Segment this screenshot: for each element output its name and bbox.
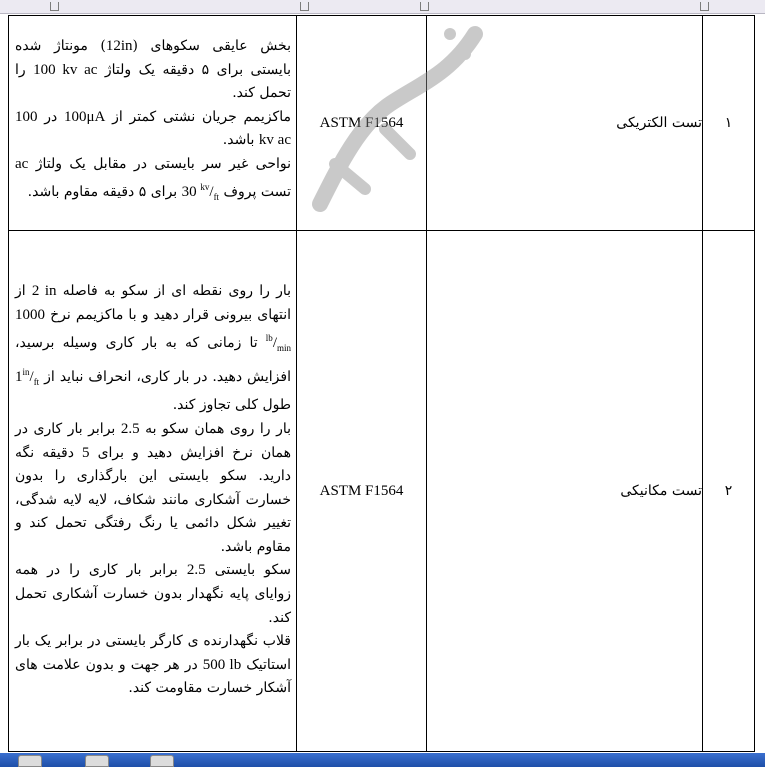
row-number-cell: ۲ — [703, 231, 755, 752]
tab-stop-marker[interactable] — [50, 2, 59, 11]
requirement-paragraph: بار را روی همان سکو به 2.5 برابر بار کاری در همان نرخ افزایش دهید و برای 5 دقیقه نگه دارید. سکو بایستی این بارگذاری را بدون خسارت آشکاری مانند شکاف، لایه لایه شدگی، تغییر شکل دائمی یا رنگ رفتگی تحمل کند و مقاوم باشد. — [15, 420, 292, 555]
requirement-paragraph: بخش عایقی سکوهای (12in) مونتاژ شده بایستی برای ۵ دقیقه یک ولتاژ 100 kv ac را تحمل کند. — [15, 37, 291, 102]
requirement-paragraph: نواحی غیر سر بایستی در مقابل یک ولتاژ ac تست پروف 30 $^{kv}/_{ft}$ برای ۵ دقیقه مقاوم باشد. — [15, 155, 291, 203]
taskbar-app-icon[interactable] — [85, 755, 109, 767]
requirement-paragraph: ماکزیمم جریان نشتی کمتر از 100μA در 100 kv ac باشد. — [15, 108, 291, 149]
standard-cell: ASTM F1564 — [297, 16, 427, 231]
table-row — [9, 231, 755, 752]
tab-stop-marker[interactable] — [700, 2, 709, 11]
test-name-cell: تست الکتریکی — [427, 16, 703, 231]
ruler-bar — [0, 0, 765, 14]
document-page — [0, 14, 765, 753]
row-number-cell: ۱ — [703, 16, 755, 231]
tab-stop-marker[interactable] — [300, 2, 309, 11]
test-name-cell: تست مکانیکی — [427, 231, 703, 752]
requirement-paragraph: قلاب نگهدارنده ی کارگر بایستی در برابر یک بار استاتیک 500 lb در هر جهت و بدون علامت های آشکار خسارت مقاومت کند. — [15, 633, 292, 697]
standard-cell: ASTM F1564 — [297, 231, 427, 752]
requirement-paragraph: بار را روی نقطه ای از سکو به فاصله 2 in از انتهای بیرونی قرار دهید و با ماکزیمم نرخ 1000 $^{lb}/_{min}$ تا زمانی که به بار کاری وسیله برسید، افزایش دهید. در بار کاری، انحراف نباید از $1^{in}/_{ft}$ طول کلی تجاوز کند. — [15, 282, 292, 414]
requirement-cell — [9, 16, 297, 231]
test-spec-table — [8, 15, 755, 752]
taskbar — [0, 753, 765, 767]
table-row — [9, 16, 755, 231]
taskbar-app-icon[interactable] — [18, 755, 42, 767]
requirement-paragraph: سکو بایستی 2.5 برابر بار کاری را در همه زوایای پایه نگهدار بدون خسارت آشکاری تحمل کند. — [15, 562, 291, 626]
requirement-cell — [9, 231, 297, 752]
tab-stop-marker[interactable] — [420, 2, 429, 11]
taskbar-app-icon[interactable] — [150, 755, 174, 767]
